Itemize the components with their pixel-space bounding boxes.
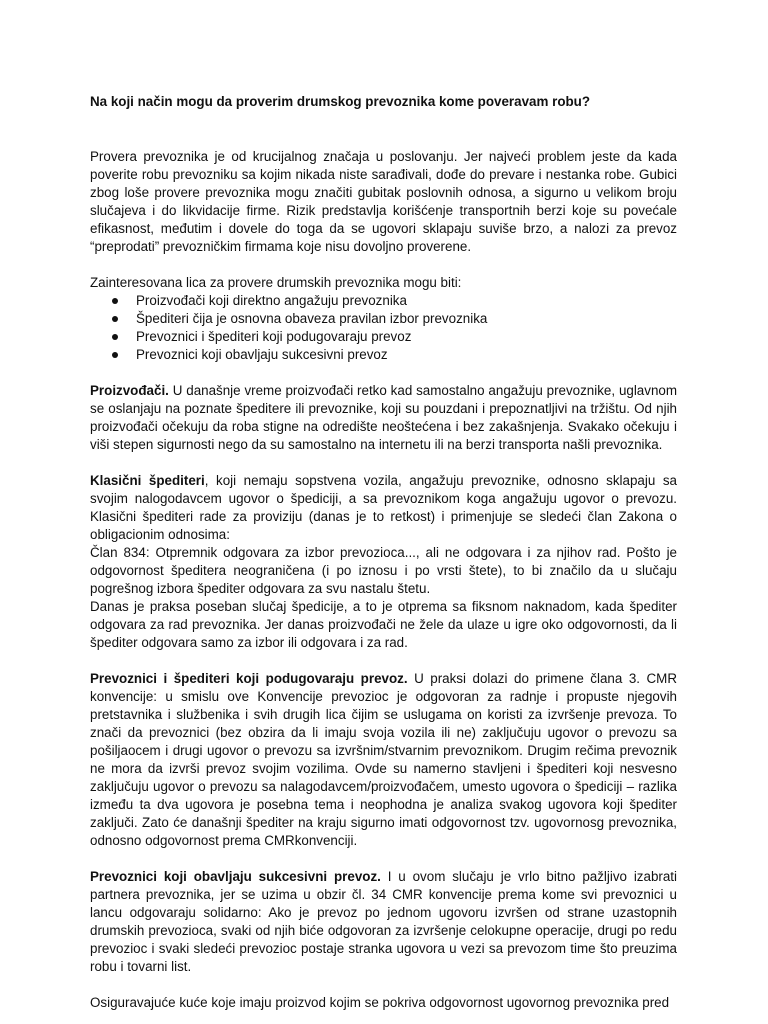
bullet-icon: [112, 334, 118, 340]
list-item-text: Prevoznici i špediteri koji podugovaraju prevoz: [136, 329, 412, 344]
closing-paragraph: Osiguravajuće kuće koje imaju proizvod kojim se pokriva odgovornost ugovornog prevoznika pred: [90, 995, 670, 1010]
list-item: [90, 310, 677, 328]
proizvodjaci-paragraph: [90, 382, 677, 454]
proizvodjaci-text: U današnje vreme proizvođači retko kad samostalno angažuju prevoznike, uglavnom se oslanjaju na poznate špeditere ili prevoznike, koji su pouzdani i prepoznatljivi na tržištu. Od njih proizvođači očekuju da roba stigne na odredište neoštećena i bez zakašnjenja. Svakako očekuju i viši stepen sigurnosti nego da su samostalno na internetu ili na berzi transporta našli prevoznika.: [90, 383, 677, 452]
sukcesivni-text: I u ovom slučaju je vrlo bitno pažljivo izabrati partnera prevoznika, jer se uzima u obzir čl. 34 CMR konvencije prema kome svi prevoznici u lancu odgovaraju solidarno: Ako je prevoz po jednom ugovoru izvršen od strane uzastopnih drumskih prevozioca, svaki od njih biće odgovoran za izvršenje celokupne operacije, drugi po redu prevozioc i svaki sledeći prevozioc postaje stranka ugovora u vezi sa prevozom time što preuzima robu i tovarni list.: [90, 869, 678, 974]
document-title: Na koji način mogu da proverim drumskog prevoznika kome poveravam robu?: [90, 94, 591, 109]
klasicni-paragraph: [90, 472, 677, 544]
klasicni-heading: Klasični špediteri: [90, 473, 205, 488]
danas-paragraph: Danas je praksa poseban slučaj špedicije, a to je otprema sa fiksnom naknadom, kada špediter odgovara za rad prevoznika. Jer danas proizvođači ne žele da ulaze u igre oko odgovornosti, da li špediter odgovara samo za izbor ili odgovara i za rad.: [90, 599, 677, 650]
paragraph-spacer: [90, 454, 677, 472]
klasicni-text: , koji nemaju sopstvena vozila, angažuju prevoznike, odnosno sklapaju sa svojim nalogodavcem ugovor o špediciji, a sa prevoznikom koga angažuju ugovor o prevozu. Klasični špediteri rade za proviziju (danas je to retkost) i primenjuje se sledeći član Zakona o obligacionim odnosima:: [90, 473, 677, 542]
paragraph-spacer: [90, 850, 677, 868]
list-item-text: Prevoznici koji obavljaju sukcesivni prevoz: [136, 347, 388, 362]
bullet-icon: [112, 316, 118, 322]
podugovaraju-text: U praksi dolazi do primene člana 3. CMR konvencije: u smislu ove Konvencije prevozioc je odgovoran za radnje i propuste njegovih pretstavnika i službenika i svih drugih lica čijim se uslugama on koristi za izvršenje prevoza. To znači da prevoznici (bez obzira da li imaju svoja vozila ili ne) zaključuju ugovor o prevozu sa pošiljaocem i drugi ugovor o prevozu sa izvršnim/stvarnim prevoznikom. Drugim rečima prevoznik ne mora da izvrši prevoz svojim vozilima. Ovde su namerno stavljeni i špediteri koji nesvesno zaključuju ugovor o prevozu sa nalagodavcem/proizvođačem, umesto ugovora o špediciji – razlika između ta dva ugovora je posebna tema i neophodna je analiza svakog ugovora koji špediter zaključi. Zato će današnji špediter na kraju sigurno imati odgovornost tzv. ugovornosg prevoznika, odnosno odgovornost prema CMRkonvenciji.: [90, 671, 677, 848]
list-item-text: Špediteri čija je osnovna obaveza pravilan izbor prevoznika: [136, 311, 488, 326]
list-item-text: Proizvođači koji direktno angažuju prevoznika: [136, 293, 407, 308]
podugovaraju-heading: Prevoznici i špediteri koji podugovaraju prevoz.: [90, 671, 408, 686]
sukcesivni-paragraph: [90, 868, 677, 976]
bullet-icon: [112, 298, 118, 304]
bullet-list: [90, 292, 677, 364]
document-page: [90, 93, 677, 1012]
clan-834-paragraph: Član 834: Otpremnik odgovara za izbor prevozioca..., ali ne odgovara i za njihov rad. Pošto je odgovornost špeditera neograničena (i po iznosu i po vrsti štete), to bi značilo da u slučaju pogrešnog izbora špediter odgovara za svu nastalu štetu.: [90, 545, 677, 596]
list-item: [90, 346, 677, 364]
list-intro: Zainteresovana lica za provere drumskih prevoznika mogu biti:: [90, 275, 462, 290]
proizvodjaci-heading: Proizvođači.: [90, 383, 169, 398]
paragraph-spacer: [90, 976, 677, 994]
sukcesivni-heading: Prevoznici koji obavljaju sukcesivni prevoz.: [90, 869, 381, 884]
paragraph-spacer: [90, 256, 677, 274]
bullet-icon: [112, 352, 118, 358]
intro-paragraph: Provera prevoznika je od krucijalnog značaja u poslovanju. Jer najveći problem jeste da kada poverite robu prevozniku sa kojim nikada niste sarađivali, dođe do prevare i nestanka robe. Gubici zbog loše provere prevoznika mogu značiti gubitak poslovnih odnosa, a sigurno u velikom broju slučajeva i do likvidacije firme. Rizik predstavlja korišćenje transportnih berzi koje su povećale efikasnost, međutim i dovele do toga da se ugovori sklapaju suviše brzo, a nalozi za prevoz “preprodati” prevozničkim firmama koje nisu dovoljno proverene.: [90, 149, 677, 254]
list-item: [90, 292, 677, 310]
podugovaraju-paragraph: [90, 670, 677, 850]
paragraph-spacer: [90, 652, 677, 670]
list-item: [90, 328, 677, 346]
paragraph-spacer: [90, 364, 677, 382]
